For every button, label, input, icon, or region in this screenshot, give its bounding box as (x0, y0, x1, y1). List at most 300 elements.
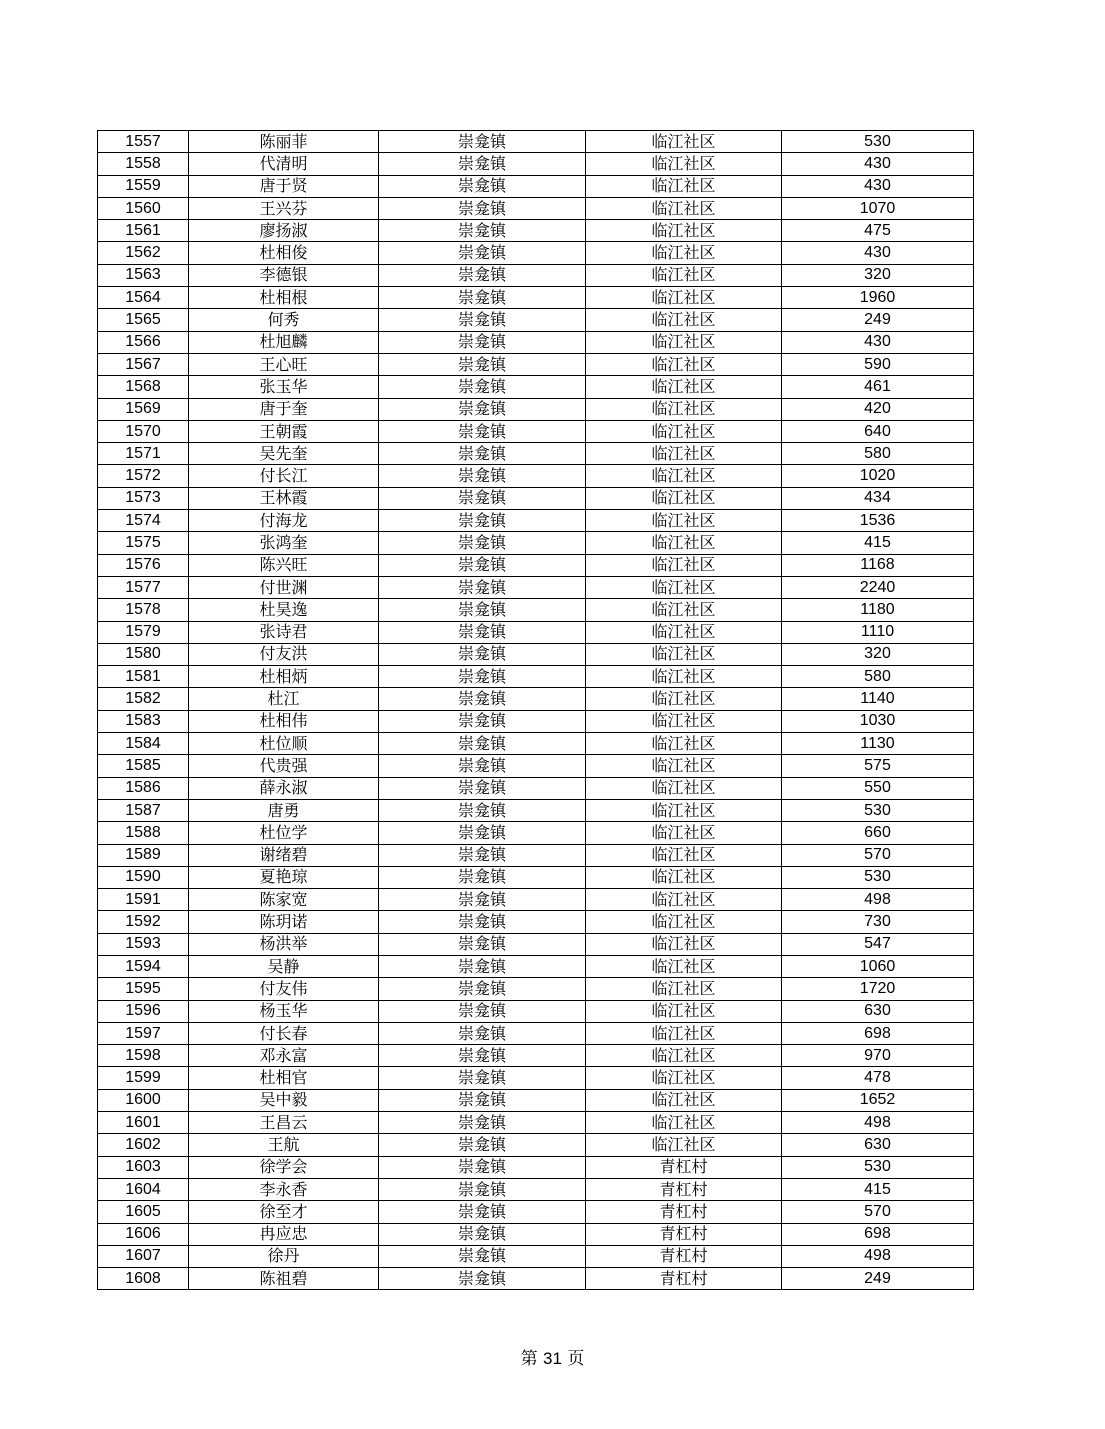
town-cell: 崇龛镇 (379, 822, 586, 844)
town-cell: 崇龛镇 (379, 844, 586, 866)
data-table (97, 130, 974, 1290)
name-cell: 薛永淑 (189, 777, 379, 799)
table-row (98, 1022, 974, 1044)
row-number-cell: 1594 (98, 955, 189, 977)
amount-cell: 415 (782, 1178, 974, 1200)
name-cell: 付海龙 (189, 510, 379, 532)
town-cell: 崇龛镇 (379, 1201, 586, 1223)
town-cell: 崇龛镇 (379, 153, 586, 175)
amount-cell: 1020 (782, 465, 974, 487)
name-cell: 杜旭麟 (189, 331, 379, 353)
town-cell: 崇龛镇 (379, 554, 586, 576)
community-cell: 临江社区 (586, 844, 782, 866)
table-row (98, 576, 974, 598)
community-cell: 临江社区 (586, 220, 782, 242)
town-cell: 崇龛镇 (379, 420, 586, 442)
row-number-cell: 1559 (98, 175, 189, 197)
community-cell: 临江社区 (586, 420, 782, 442)
amount-cell: 1030 (782, 710, 974, 732)
row-number-cell: 1571 (98, 443, 189, 465)
table-row (98, 287, 974, 309)
table-row (98, 733, 974, 755)
town-cell: 崇龛镇 (379, 1067, 586, 1089)
town-cell: 崇龛镇 (379, 532, 586, 554)
table-row (98, 599, 974, 621)
amount-cell: 430 (782, 175, 974, 197)
amount-cell: 1110 (782, 621, 974, 643)
table-row (98, 420, 974, 442)
table-row (98, 1112, 974, 1134)
table-row (98, 777, 974, 799)
town-cell: 崇龛镇 (379, 398, 586, 420)
community-cell: 青杠村 (586, 1201, 782, 1223)
row-number-cell: 1603 (98, 1156, 189, 1178)
community-cell: 临江社区 (586, 465, 782, 487)
table-row (98, 1045, 974, 1067)
amount-cell: 630 (782, 1134, 974, 1156)
row-number-cell: 1572 (98, 465, 189, 487)
row-number-cell: 1580 (98, 643, 189, 665)
row-number-cell: 1561 (98, 220, 189, 242)
amount-cell: 570 (782, 844, 974, 866)
name-cell: 夏艳琼 (189, 866, 379, 888)
name-cell: 吴中毅 (189, 1089, 379, 1111)
community-cell: 临江社区 (586, 1045, 782, 1067)
name-cell: 吴静 (189, 955, 379, 977)
amount-cell: 430 (782, 331, 974, 353)
name-cell: 杜江 (189, 688, 379, 710)
row-number-cell: 1585 (98, 755, 189, 777)
amount-cell: 530 (782, 866, 974, 888)
town-cell: 崇龛镇 (379, 1134, 586, 1156)
amount-cell: 1070 (782, 197, 974, 219)
table-row (98, 376, 974, 398)
table-row (98, 331, 974, 353)
name-cell: 王朝霞 (189, 420, 379, 442)
table-row (98, 242, 974, 264)
row-number-cell: 1574 (98, 510, 189, 532)
community-cell: 临江社区 (586, 175, 782, 197)
table-row (98, 1089, 974, 1111)
name-cell: 代清明 (189, 153, 379, 175)
name-cell: 杜昊逸 (189, 599, 379, 621)
town-cell: 崇龛镇 (379, 777, 586, 799)
name-cell: 邓永富 (189, 1045, 379, 1067)
row-number-cell: 1587 (98, 799, 189, 821)
amount-cell: 1060 (782, 955, 974, 977)
community-cell: 临江社区 (586, 822, 782, 844)
community-cell: 青杠村 (586, 1223, 782, 1245)
amount-cell: 530 (782, 1156, 974, 1178)
name-cell: 谢绪碧 (189, 844, 379, 866)
community-cell: 临江社区 (586, 197, 782, 219)
name-cell: 徐丹 (189, 1245, 379, 1267)
name-cell: 王兴芬 (189, 197, 379, 219)
table-row (98, 955, 974, 977)
row-number-cell: 1565 (98, 309, 189, 331)
community-cell: 临江社区 (586, 643, 782, 665)
name-cell: 陈玥诺 (189, 911, 379, 933)
name-cell: 代贵强 (189, 755, 379, 777)
table-row (98, 153, 974, 175)
table-row (98, 131, 974, 153)
name-cell: 付长春 (189, 1022, 379, 1044)
row-number-cell: 1564 (98, 287, 189, 309)
row-number-cell: 1600 (98, 1089, 189, 1111)
table-row (98, 1178, 974, 1200)
town-cell: 崇龛镇 (379, 309, 586, 331)
community-cell: 临江社区 (586, 688, 782, 710)
town-cell: 崇龛镇 (379, 621, 586, 643)
amount-cell: 249 (782, 309, 974, 331)
table-row (98, 175, 974, 197)
row-number-cell: 1598 (98, 1045, 189, 1067)
town-cell: 崇龛镇 (379, 443, 586, 465)
name-cell: 王林霞 (189, 487, 379, 509)
table-row (98, 978, 974, 1000)
table-row (98, 666, 974, 688)
name-cell: 杜相伟 (189, 710, 379, 732)
amount-cell: 498 (782, 1112, 974, 1134)
row-number-cell: 1590 (98, 866, 189, 888)
row-number-cell: 1562 (98, 242, 189, 264)
community-cell: 临江社区 (586, 1134, 782, 1156)
name-cell: 杜相炳 (189, 666, 379, 688)
amount-cell: 1720 (782, 978, 974, 1000)
table-row (98, 220, 974, 242)
table-row (98, 197, 974, 219)
table-row (98, 353, 974, 375)
town-cell: 崇龛镇 (379, 755, 586, 777)
amount-cell: 547 (782, 933, 974, 955)
row-number-cell: 1599 (98, 1067, 189, 1089)
amount-cell: 475 (782, 220, 974, 242)
community-cell: 临江社区 (586, 978, 782, 1000)
amount-cell: 1960 (782, 287, 974, 309)
community-cell: 临江社区 (586, 532, 782, 554)
name-cell: 付世渊 (189, 576, 379, 598)
name-cell: 付友洪 (189, 643, 379, 665)
amount-cell: 530 (782, 131, 974, 153)
row-number-cell: 1578 (98, 599, 189, 621)
row-number-cell: 1588 (98, 822, 189, 844)
amount-cell: 698 (782, 1223, 974, 1245)
town-cell: 崇龛镇 (379, 733, 586, 755)
name-cell: 王心旺 (189, 353, 379, 375)
table-row (98, 532, 974, 554)
page-footer (0, 1344, 1105, 1369)
town-cell: 崇龛镇 (379, 576, 586, 598)
row-number-cell: 1602 (98, 1134, 189, 1156)
table-row (98, 1201, 974, 1223)
name-cell: 杜相根 (189, 287, 379, 309)
community-cell: 临江社区 (586, 889, 782, 911)
town-cell: 崇龛镇 (379, 643, 586, 665)
row-number-cell: 1568 (98, 376, 189, 398)
name-cell: 张玉华 (189, 376, 379, 398)
community-cell: 临江社区 (586, 911, 782, 933)
row-number-cell: 1584 (98, 733, 189, 755)
town-cell: 崇龛镇 (379, 955, 586, 977)
town-cell: 崇龛镇 (379, 131, 586, 153)
table-row (98, 554, 974, 576)
table-row (98, 866, 974, 888)
community-cell: 临江社区 (586, 1022, 782, 1044)
row-number-cell: 1601 (98, 1112, 189, 1134)
name-cell: 杜位顺 (189, 733, 379, 755)
community-cell: 临江社区 (586, 331, 782, 353)
row-number-cell: 1583 (98, 710, 189, 732)
amount-cell: 575 (782, 755, 974, 777)
table-row (98, 487, 974, 509)
amount-cell: 430 (782, 153, 974, 175)
table-row (98, 264, 974, 286)
town-cell: 崇龛镇 (379, 220, 586, 242)
town-cell: 崇龛镇 (379, 1045, 586, 1067)
amount-cell: 580 (782, 443, 974, 465)
community-cell: 临江社区 (586, 1112, 782, 1134)
community-cell: 临江社区 (586, 554, 782, 576)
town-cell: 崇龛镇 (379, 1245, 586, 1267)
row-number-cell: 1586 (98, 777, 189, 799)
table-row (98, 1000, 974, 1022)
amount-cell: 434 (782, 487, 974, 509)
amount-cell: 478 (782, 1067, 974, 1089)
name-cell: 杜相俊 (189, 242, 379, 264)
table-body (98, 131, 974, 1290)
table-row (98, 822, 974, 844)
name-cell: 张诗君 (189, 621, 379, 643)
community-cell: 青杠村 (586, 1268, 782, 1290)
name-cell: 冉应忠 (189, 1223, 379, 1245)
amount-cell: 730 (782, 911, 974, 933)
community-cell: 临江社区 (586, 933, 782, 955)
table-row (98, 688, 974, 710)
row-number-cell: 1567 (98, 353, 189, 375)
amount-cell: 320 (782, 643, 974, 665)
row-number-cell: 1560 (98, 197, 189, 219)
table-row (98, 710, 974, 732)
table-row (98, 398, 974, 420)
name-cell: 陈祖碧 (189, 1268, 379, 1290)
amount-cell: 1536 (782, 510, 974, 532)
town-cell: 崇龛镇 (379, 353, 586, 375)
row-number-cell: 1577 (98, 576, 189, 598)
community-cell: 临江社区 (586, 309, 782, 331)
row-number-cell: 1592 (98, 911, 189, 933)
table-row (98, 1268, 974, 1290)
name-cell: 唐于贤 (189, 175, 379, 197)
town-cell: 崇龛镇 (379, 487, 586, 509)
name-cell: 吴先奎 (189, 443, 379, 465)
footer-suffix: 页 (567, 1349, 585, 1369)
town-cell: 崇龛镇 (379, 1000, 586, 1022)
community-cell: 临江社区 (586, 621, 782, 643)
table-row (98, 889, 974, 911)
community-cell: 临江社区 (586, 487, 782, 509)
name-cell: 徐学会 (189, 1156, 379, 1178)
amount-cell: 1168 (782, 554, 974, 576)
row-number-cell: 1608 (98, 1268, 189, 1290)
town-cell: 崇龛镇 (379, 1268, 586, 1290)
town-cell: 崇龛镇 (379, 197, 586, 219)
town-cell: 崇龛镇 (379, 331, 586, 353)
amount-cell: 1140 (782, 688, 974, 710)
town-cell: 崇龛镇 (379, 1223, 586, 1245)
town-cell: 崇龛镇 (379, 799, 586, 821)
town-cell: 崇龛镇 (379, 1156, 586, 1178)
town-cell: 崇龛镇 (379, 911, 586, 933)
row-number-cell: 1607 (98, 1245, 189, 1267)
community-cell: 临江社区 (586, 131, 782, 153)
community-cell: 临江社区 (586, 510, 782, 532)
table-row (98, 1245, 974, 1267)
amount-cell: 498 (782, 1245, 974, 1267)
town-cell: 崇龛镇 (379, 1022, 586, 1044)
table-row (98, 799, 974, 821)
amount-cell: 970 (782, 1045, 974, 1067)
row-number-cell: 1573 (98, 487, 189, 509)
community-cell: 临江社区 (586, 1089, 782, 1111)
amount-cell: 698 (782, 1022, 974, 1044)
name-cell: 付友伟 (189, 978, 379, 1000)
community-cell: 临江社区 (586, 666, 782, 688)
community-cell: 临江社区 (586, 733, 782, 755)
row-number-cell: 1579 (98, 621, 189, 643)
community-cell: 临江社区 (586, 242, 782, 264)
table-row (98, 443, 974, 465)
town-cell: 崇龛镇 (379, 978, 586, 1000)
community-cell: 临江社区 (586, 264, 782, 286)
community-cell: 临江社区 (586, 777, 782, 799)
community-cell: 临江社区 (586, 398, 782, 420)
community-cell: 临江社区 (586, 955, 782, 977)
name-cell: 廖扬淑 (189, 220, 379, 242)
table-row (98, 465, 974, 487)
community-cell: 青杠村 (586, 1245, 782, 1267)
amount-cell: 1130 (782, 733, 974, 755)
community-cell: 临江社区 (586, 1067, 782, 1089)
name-cell: 李永香 (189, 1178, 379, 1200)
amount-cell: 570 (782, 1201, 974, 1223)
name-cell: 王航 (189, 1134, 379, 1156)
row-number-cell: 1582 (98, 688, 189, 710)
table-row (98, 621, 974, 643)
name-cell: 王昌云 (189, 1112, 379, 1134)
community-cell: 临江社区 (586, 866, 782, 888)
community-cell: 临江社区 (586, 153, 782, 175)
town-cell: 崇龛镇 (379, 510, 586, 532)
amount-cell: 2240 (782, 576, 974, 598)
name-cell: 陈丽菲 (189, 131, 379, 153)
name-cell: 李德银 (189, 264, 379, 286)
table-row (98, 911, 974, 933)
amount-cell: 590 (782, 353, 974, 375)
amount-cell: 640 (782, 420, 974, 442)
amount-cell: 1652 (782, 1089, 974, 1111)
name-cell: 付长江 (189, 465, 379, 487)
community-cell: 青杠村 (586, 1156, 782, 1178)
town-cell: 崇龛镇 (379, 1112, 586, 1134)
amount-cell: 461 (782, 376, 974, 398)
table-row (98, 643, 974, 665)
amount-cell: 580 (782, 666, 974, 688)
town-cell: 崇龛镇 (379, 465, 586, 487)
amount-cell: 420 (782, 398, 974, 420)
community-cell: 临江社区 (586, 599, 782, 621)
table-row (98, 309, 974, 331)
row-number-cell: 1606 (98, 1223, 189, 1245)
community-cell: 临江社区 (586, 443, 782, 465)
community-cell: 临江社区 (586, 376, 782, 398)
name-cell: 张鸿奎 (189, 532, 379, 554)
name-cell: 杜相官 (189, 1067, 379, 1089)
footer-prefix: 第 (520, 1349, 538, 1369)
amount-cell: 530 (782, 799, 974, 821)
town-cell: 崇龛镇 (379, 264, 586, 286)
town-cell: 崇龛镇 (379, 933, 586, 955)
name-cell: 陈兴旺 (189, 554, 379, 576)
town-cell: 崇龛镇 (379, 242, 586, 264)
name-cell: 何秀 (189, 309, 379, 331)
row-number-cell: 1605 (98, 1201, 189, 1223)
row-number-cell: 1558 (98, 153, 189, 175)
name-cell: 杜位学 (189, 822, 379, 844)
row-number-cell: 1569 (98, 398, 189, 420)
town-cell: 崇龛镇 (379, 1089, 586, 1111)
town-cell: 崇龛镇 (379, 710, 586, 732)
amount-cell: 630 (782, 1000, 974, 1022)
amount-cell: 498 (782, 889, 974, 911)
town-cell: 崇龛镇 (379, 599, 586, 621)
town-cell: 崇龛镇 (379, 866, 586, 888)
community-cell: 临江社区 (586, 287, 782, 309)
amount-cell: 1180 (782, 599, 974, 621)
table-row (98, 1067, 974, 1089)
table-row (98, 755, 974, 777)
table-row (98, 933, 974, 955)
row-number-cell: 1557 (98, 131, 189, 153)
town-cell: 崇龛镇 (379, 1178, 586, 1200)
row-number-cell: 1593 (98, 933, 189, 955)
community-cell: 临江社区 (586, 576, 782, 598)
amount-cell: 430 (782, 242, 974, 264)
page-number: 31 (543, 1349, 562, 1368)
row-number-cell: 1575 (98, 532, 189, 554)
amount-cell: 415 (782, 532, 974, 554)
community-cell: 临江社区 (586, 755, 782, 777)
town-cell: 崇龛镇 (379, 376, 586, 398)
row-number-cell: 1589 (98, 844, 189, 866)
community-cell: 临江社区 (586, 710, 782, 732)
table-row (98, 1134, 974, 1156)
row-number-cell: 1563 (98, 264, 189, 286)
row-number-cell: 1581 (98, 666, 189, 688)
name-cell: 陈家宽 (189, 889, 379, 911)
amount-cell: 249 (782, 1268, 974, 1290)
town-cell: 崇龛镇 (379, 889, 586, 911)
name-cell: 杨玉华 (189, 1000, 379, 1022)
table-row (98, 510, 974, 532)
row-number-cell: 1597 (98, 1022, 189, 1044)
community-cell: 临江社区 (586, 799, 782, 821)
community-cell: 青杠村 (586, 1178, 782, 1200)
name-cell: 杨洪举 (189, 933, 379, 955)
town-cell: 崇龛镇 (379, 666, 586, 688)
town-cell: 崇龛镇 (379, 688, 586, 710)
town-cell: 崇龛镇 (379, 287, 586, 309)
row-number-cell: 1595 (98, 978, 189, 1000)
